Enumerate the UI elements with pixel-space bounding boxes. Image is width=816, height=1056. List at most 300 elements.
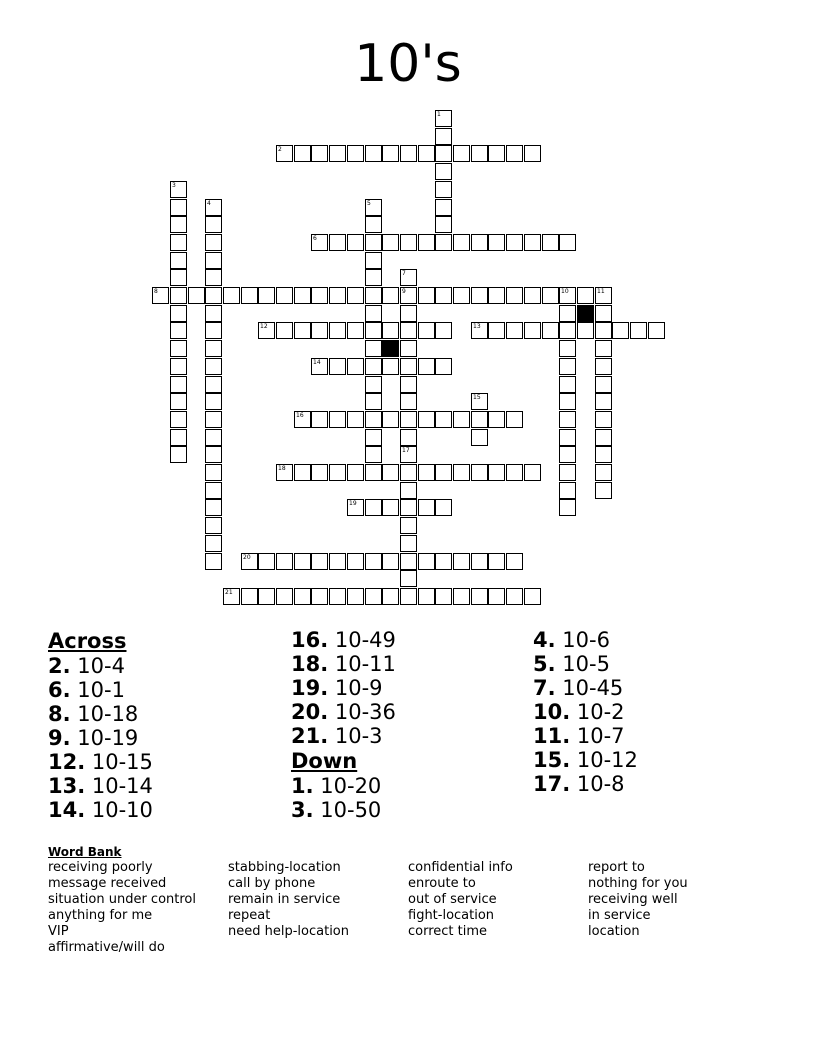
grid-cell[interactable] — [170, 340, 187, 357]
grid-cell[interactable] — [205, 252, 222, 269]
grid-cell[interactable] — [205, 446, 222, 463]
grid-cell[interactable] — [524, 287, 541, 304]
grid-cell[interactable] — [170, 393, 187, 410]
grid-cell[interactable] — [630, 322, 647, 339]
grid-cell[interactable] — [365, 464, 382, 481]
grid-cell[interactable] — [347, 499, 364, 516]
grid-cell[interactable] — [347, 287, 364, 304]
grid-cell[interactable] — [205, 482, 222, 499]
grid-cell[interactable] — [435, 216, 452, 233]
clue-number: 14. — [48, 798, 86, 822]
clue-number-label: 8 — [154, 288, 158, 295]
grid-cell[interactable] — [188, 287, 205, 304]
grid-cell[interactable] — [595, 322, 612, 339]
grid-cell[interactable] — [276, 322, 293, 339]
grid-cell[interactable] — [382, 322, 399, 339]
grid-cell[interactable] — [435, 163, 452, 180]
grid-cell[interactable] — [382, 499, 399, 516]
grid-cell[interactable] — [435, 358, 452, 375]
grid-cell[interactable] — [418, 553, 435, 570]
grid-cell[interactable] — [170, 287, 187, 304]
grid-cell[interactable] — [329, 553, 346, 570]
grid-cell[interactable] — [595, 411, 612, 428]
clue-text: 10-12 — [570, 748, 638, 772]
clue-number-label: 16 — [296, 412, 304, 419]
grid-cell[interactable] — [170, 269, 187, 286]
grid-cell[interactable] — [294, 145, 311, 162]
grid-cell[interactable] — [205, 234, 222, 251]
clue-number: 4. — [533, 628, 556, 652]
grid-cell[interactable] — [329, 145, 346, 162]
grid-cell[interactable] — [418, 411, 435, 428]
grid-cell[interactable] — [648, 322, 665, 339]
grid-cell[interactable] — [382, 464, 399, 481]
clue-text: 10-50 — [313, 798, 382, 822]
grid-cell[interactable] — [365, 411, 382, 428]
grid-cell[interactable] — [294, 411, 311, 428]
grid-cell[interactable] — [365, 322, 382, 339]
grid-cell[interactable] — [205, 535, 222, 552]
clue-number: 17. — [533, 772, 571, 796]
grid-cell[interactable] — [258, 287, 275, 304]
grid-cell[interactable] — [524, 588, 541, 605]
grid-cell[interactable] — [329, 588, 346, 605]
clue-number: 5. — [533, 652, 556, 676]
clue-number-label: 12 — [260, 323, 268, 330]
grid-cell[interactable] — [453, 287, 470, 304]
grid-cell[interactable] — [471, 234, 488, 251]
grid-cell[interactable] — [435, 234, 452, 251]
grid-cell[interactable] — [488, 234, 505, 251]
grid-cell[interactable] — [559, 305, 576, 322]
grid-cell[interactable] — [595, 358, 612, 375]
grid-cell[interactable] — [435, 199, 452, 216]
black-cell — [577, 305, 594, 322]
grid-cell[interactable] — [365, 376, 382, 393]
clue-number: 18. — [291, 652, 329, 676]
grid-cell[interactable] — [365, 499, 382, 516]
grid-cell[interactable] — [382, 411, 399, 428]
grid-cell[interactable] — [241, 553, 258, 570]
clue-number-label: 14 — [313, 359, 321, 366]
grid-cell[interactable] — [365, 234, 382, 251]
word-bank-item: need help-location — [228, 924, 349, 939]
grid-cell[interactable] — [471, 393, 488, 410]
grid-cell[interactable] — [524, 234, 541, 251]
grid-cell[interactable] — [453, 588, 470, 605]
word-bank-item: situation under control — [48, 892, 196, 907]
grid-cell[interactable] — [205, 553, 222, 570]
clue-number-label: 20 — [243, 554, 251, 561]
clue-item — [291, 798, 531, 822]
grid-cell[interactable] — [170, 376, 187, 393]
grid-cell[interactable] — [329, 234, 346, 251]
grid-cell[interactable] — [170, 358, 187, 375]
grid-cell[interactable] — [453, 145, 470, 162]
grid-cell[interactable] — [223, 588, 240, 605]
grid-cell[interactable] — [400, 145, 417, 162]
grid-cell[interactable] — [365, 305, 382, 322]
word-bank-item: confidential info — [408, 860, 513, 875]
grid-cell[interactable] — [276, 588, 293, 605]
grid-cell[interactable] — [329, 322, 346, 339]
grid-cell[interactable] — [435, 145, 452, 162]
grid-cell[interactable] — [400, 464, 417, 481]
grid-cell[interactable] — [311, 588, 328, 605]
clue-number: 15. — [533, 748, 571, 772]
grid-cell[interactable] — [400, 322, 417, 339]
grid-cell[interactable] — [329, 464, 346, 481]
grid-cell[interactable] — [400, 482, 417, 499]
grid-cell[interactable] — [170, 252, 187, 269]
grid-cell[interactable] — [559, 322, 576, 339]
grid-cell[interactable] — [595, 464, 612, 481]
grid-cell[interactable] — [400, 535, 417, 552]
grid-cell[interactable] — [577, 287, 594, 304]
grid-cell[interactable] — [400, 234, 417, 251]
grid-cell[interactable] — [595, 287, 612, 304]
grid-cell[interactable] — [435, 553, 452, 570]
clue-number: 11. — [533, 724, 571, 748]
grid-cell[interactable] — [418, 358, 435, 375]
grid-cell[interactable] — [258, 322, 275, 339]
grid-cell[interactable] — [294, 322, 311, 339]
grid-cell[interactable] — [612, 322, 629, 339]
grid-cell[interactable] — [311, 234, 328, 251]
grid-cell[interactable] — [524, 464, 541, 481]
grid-cell[interactable] — [365, 340, 382, 357]
word-bank-item: anything for me — [48, 908, 153, 923]
grid-cell[interactable] — [382, 553, 399, 570]
grid-cell[interactable] — [347, 322, 364, 339]
grid-cell[interactable] — [435, 287, 452, 304]
grid-cell[interactable] — [471, 429, 488, 446]
clue-number-label: 17 — [402, 447, 410, 454]
grid-cell[interactable] — [400, 588, 417, 605]
clue-number: 9. — [48, 726, 71, 750]
grid-cell[interactable] — [488, 464, 505, 481]
grid-cell[interactable] — [205, 464, 222, 481]
word-bank-column-3 — [408, 860, 588, 940]
grid-cell[interactable] — [170, 322, 187, 339]
grid-cell[interactable] — [506, 145, 523, 162]
word-bank-column-4 — [588, 860, 768, 940]
clue-number-label: 18 — [278, 465, 286, 472]
grid-cell[interactable] — [488, 287, 505, 304]
grid-cell[interactable] — [453, 553, 470, 570]
grid-cell[interactable] — [365, 429, 382, 446]
grid-cell[interactable] — [400, 340, 417, 357]
grid-cell[interactable] — [365, 588, 382, 605]
grid-cell[interactable] — [205, 376, 222, 393]
grid-cell[interactable] — [347, 553, 364, 570]
clue-number-label: 2 — [278, 146, 282, 153]
grid-cell[interactable] — [400, 287, 417, 304]
grid-cell[interactable] — [365, 358, 382, 375]
grid-cell[interactable] — [294, 464, 311, 481]
clue-number: 19. — [291, 676, 329, 700]
word-bank-item: enroute to — [408, 876, 476, 891]
grid-cell[interactable] — [471, 411, 488, 428]
grid-cell[interactable] — [559, 499, 576, 516]
grid-cell[interactable] — [488, 588, 505, 605]
grid-cell[interactable] — [471, 145, 488, 162]
grid-cell[interactable] — [170, 411, 187, 428]
grid-cell[interactable] — [170, 446, 187, 463]
grid-cell[interactable] — [435, 411, 452, 428]
clue-text: 10-7 — [570, 724, 625, 748]
grid-cell[interactable] — [205, 199, 222, 216]
grid-cell[interactable] — [506, 287, 523, 304]
grid-cell[interactable] — [559, 234, 576, 251]
grid-cell[interactable] — [559, 482, 576, 499]
grid-cell[interactable] — [595, 376, 612, 393]
grid-cell[interactable] — [365, 269, 382, 286]
grid-cell[interactable] — [435, 110, 452, 127]
grid-cell[interactable] — [400, 429, 417, 446]
grid-cell[interactable] — [382, 358, 399, 375]
grid-cell[interactable] — [365, 553, 382, 570]
grid-cell[interactable] — [488, 411, 505, 428]
grid-cell[interactable] — [329, 287, 346, 304]
grid-cell[interactable] — [365, 287, 382, 304]
grid-cell[interactable] — [471, 287, 488, 304]
grid-cell[interactable] — [365, 446, 382, 463]
grid-cell[interactable] — [365, 393, 382, 410]
grid-cell[interactable] — [400, 393, 417, 410]
grid-cell[interactable] — [400, 376, 417, 393]
grid-cell[interactable] — [294, 588, 311, 605]
grid-cell[interactable] — [365, 199, 382, 216]
grid-cell[interactable] — [382, 588, 399, 605]
grid-cell[interactable] — [418, 234, 435, 251]
clue-text: 10-10 — [85, 798, 153, 822]
grid-cell[interactable] — [400, 553, 417, 570]
grid-cell[interactable] — [400, 570, 417, 587]
grid-cell[interactable] — [205, 429, 222, 446]
word-bank-item: fight-location — [408, 908, 495, 923]
grid-cell[interactable] — [205, 340, 222, 357]
word-bank-item: affirmative/will do — [48, 940, 165, 955]
grid-cell[interactable] — [365, 252, 382, 269]
grid-cell[interactable] — [347, 358, 364, 375]
grid-cell[interactable] — [276, 287, 293, 304]
grid-cell[interactable] — [276, 145, 293, 162]
grid-cell[interactable] — [595, 482, 612, 499]
grid-cell[interactable] — [205, 269, 222, 286]
grid-cell[interactable] — [524, 322, 541, 339]
grid-cell[interactable] — [365, 145, 382, 162]
word-bank-column-1 — [48, 860, 228, 956]
grid-cell[interactable] — [453, 411, 470, 428]
grid-cell[interactable] — [559, 376, 576, 393]
grid-cell[interactable] — [365, 216, 382, 233]
grid-cell[interactable] — [205, 305, 222, 322]
grid-cell[interactable] — [595, 446, 612, 463]
grid-cell[interactable] — [205, 499, 222, 516]
grid-cell[interactable] — [347, 588, 364, 605]
word-bank-item: receiving poorly — [48, 860, 153, 875]
grid-cell[interactable] — [170, 216, 187, 233]
grid-cell[interactable] — [400, 517, 417, 534]
clue-number: 6. — [48, 678, 71, 702]
grid-cell[interactable] — [152, 287, 169, 304]
grid-cell[interactable] — [542, 322, 559, 339]
grid-cell[interactable] — [418, 145, 435, 162]
grid-cell[interactable] — [435, 499, 452, 516]
clue-item — [533, 700, 773, 724]
grid-cell[interactable] — [559, 429, 576, 446]
clue-text: 10-1 — [70, 678, 125, 702]
grid-cell[interactable] — [311, 358, 328, 375]
grid-cell[interactable] — [400, 269, 417, 286]
grid-cell[interactable] — [542, 287, 559, 304]
grid-cell[interactable] — [506, 322, 523, 339]
grid-cell[interactable] — [258, 588, 275, 605]
grid-cell[interactable] — [170, 181, 187, 198]
grid-cell[interactable] — [559, 340, 576, 357]
grid-cell[interactable] — [382, 234, 399, 251]
grid-cell[interactable] — [488, 322, 505, 339]
clue-number: 3. — [291, 798, 314, 822]
grid-cell[interactable] — [435, 181, 452, 198]
clue-item — [533, 772, 773, 796]
grid-cell[interactable] — [418, 287, 435, 304]
grid-cell[interactable] — [382, 287, 399, 304]
grid-cell[interactable] — [205, 517, 222, 534]
word-bank-item: correct time — [408, 924, 488, 939]
grid-cell[interactable] — [400, 499, 417, 516]
grid-cell[interactable] — [329, 411, 346, 428]
grid-cell[interactable] — [400, 358, 417, 375]
grid-cell[interactable] — [205, 393, 222, 410]
grid-cell[interactable] — [542, 234, 559, 251]
clue-item — [291, 724, 531, 748]
grid-cell[interactable] — [347, 234, 364, 251]
clue-text: 10-18 — [70, 702, 139, 726]
grid-cell[interactable] — [435, 128, 452, 145]
grid-cell[interactable] — [559, 393, 576, 410]
grid-cell[interactable] — [471, 588, 488, 605]
clue-text: 10-15 — [85, 750, 153, 774]
grid-cell[interactable] — [453, 464, 470, 481]
clue-text: 10-20 — [313, 774, 382, 798]
grid-cell[interactable] — [329, 358, 346, 375]
grid-cell[interactable] — [258, 553, 275, 570]
clue-number: 20. — [291, 700, 329, 724]
grid-cell[interactable] — [471, 322, 488, 339]
grid-cell[interactable] — [400, 411, 417, 428]
grid-cell[interactable] — [488, 145, 505, 162]
clue-item — [48, 774, 288, 798]
grid-cell[interactable] — [506, 411, 523, 428]
grid-cell[interactable] — [241, 287, 258, 304]
grid-cell[interactable] — [559, 287, 576, 304]
grid-cell[interactable] — [241, 588, 258, 605]
grid-cell[interactable] — [382, 145, 399, 162]
clue-item — [533, 724, 773, 748]
grid-cell[interactable] — [311, 411, 328, 428]
grid-cell[interactable] — [595, 305, 612, 322]
grid-cell[interactable] — [506, 464, 523, 481]
grid-cell[interactable] — [559, 358, 576, 375]
grid-cell[interactable] — [435, 322, 452, 339]
clue-text: 10-36 — [328, 700, 396, 724]
grid-cell[interactable] — [311, 553, 328, 570]
grid-cell[interactable] — [559, 464, 576, 481]
grid-cell[interactable] — [559, 411, 576, 428]
grid-cell[interactable] — [418, 499, 435, 516]
clue-number-label: 11 — [597, 288, 605, 295]
grid-cell[interactable] — [311, 287, 328, 304]
grid-cell[interactable] — [559, 446, 576, 463]
grid-cell[interactable] — [524, 145, 541, 162]
grid-cell[interactable] — [311, 464, 328, 481]
word-bank-item: message received — [48, 876, 167, 891]
grid-cell[interactable] — [276, 553, 293, 570]
grid-cell[interactable] — [595, 340, 612, 357]
grid-cell[interactable] — [205, 411, 222, 428]
clue-text: 10-4 — [70, 654, 125, 678]
grid-cell[interactable] — [418, 588, 435, 605]
grid-cell[interactable] — [170, 305, 187, 322]
clue-text: 10-45 — [555, 676, 624, 700]
clue-number: 16. — [291, 628, 329, 652]
grid-cell[interactable] — [506, 553, 523, 570]
clue-number: 1. — [291, 774, 314, 798]
grid-cell[interactable] — [205, 322, 222, 339]
grid-cell[interactable] — [170, 234, 187, 251]
grid-cell[interactable] — [400, 446, 417, 463]
grid-cell[interactable] — [205, 287, 222, 304]
grid-cell[interactable] — [471, 464, 488, 481]
grid-cell[interactable] — [435, 588, 452, 605]
clue-text: 10-2 — [570, 700, 625, 724]
grid-cell[interactable] — [506, 234, 523, 251]
grid-cell[interactable] — [347, 411, 364, 428]
grid-cell[interactable] — [506, 588, 523, 605]
grid-cell[interactable] — [311, 145, 328, 162]
grid-cell[interactable] — [205, 216, 222, 233]
grid-cell[interactable] — [170, 429, 187, 446]
grid-cell[interactable] — [347, 464, 364, 481]
grid-cell[interactable] — [453, 234, 470, 251]
clue-number-label: 7 — [402, 270, 406, 277]
grid-cell[interactable] — [418, 322, 435, 339]
grid-cell[interactable] — [595, 393, 612, 410]
clue-item — [48, 798, 288, 822]
grid-cell[interactable] — [170, 199, 187, 216]
grid-cell[interactable] — [595, 429, 612, 446]
grid-cell[interactable] — [418, 464, 435, 481]
word-bank-item: repeat — [228, 908, 271, 923]
grid-cell[interactable] — [400, 305, 417, 322]
grid-cell[interactable] — [294, 553, 311, 570]
grid-cell[interactable] — [488, 553, 505, 570]
grid-cell[interactable] — [311, 322, 328, 339]
grid-cell[interactable] — [223, 287, 240, 304]
grid-cell[interactable] — [276, 464, 293, 481]
clue-text: 10-5 — [555, 652, 610, 676]
grid-cell[interactable] — [435, 464, 452, 481]
grid-cell[interactable] — [294, 287, 311, 304]
clue-number-label: 6 — [313, 235, 317, 242]
clue-number-label: 4 — [207, 200, 211, 207]
grid-cell[interactable] — [347, 145, 364, 162]
grid-cell[interactable] — [577, 322, 594, 339]
grid-cell[interactable] — [205, 358, 222, 375]
grid-cell[interactable] — [471, 553, 488, 570]
